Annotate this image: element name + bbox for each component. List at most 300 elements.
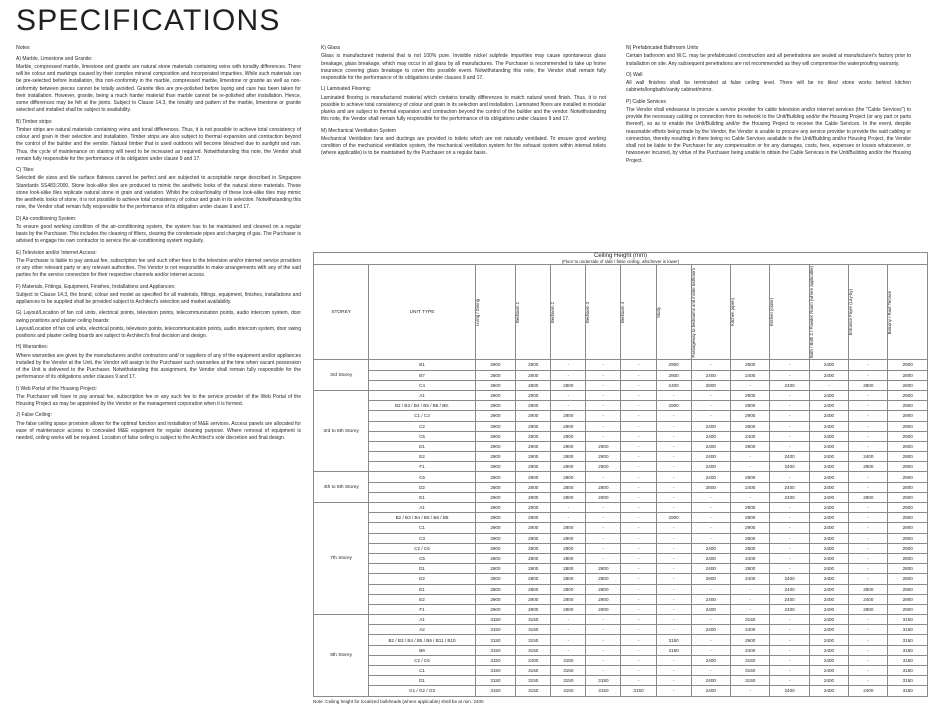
ceiling-height-cell: 2400 (809, 604, 848, 614)
table-row (314, 421, 928, 431)
ceiling-height-cell: 2400 (770, 492, 809, 502)
ceiling-height-cell: - (849, 401, 888, 411)
note-section: I) Web Portal of the Housing Project: The Purchaser will have to pay annual fee, subscription fee or any such fee to the service provider of the Web Portal of the Housing Project as may be appointed by the Vendor or the management corporation when it is formed. (16, 385, 301, 408)
ceiling-height-cell: - (586, 370, 621, 380)
unit-type-cell: F1 (369, 462, 475, 472)
ceiling-height-cell: 2400 (809, 533, 848, 543)
ceiling-height-cell: 3150 (475, 686, 515, 696)
ceiling-height-cell: - (770, 666, 809, 676)
ceiling-height-cell: 2900 (475, 492, 515, 502)
ceiling-height-cell: 2900 (516, 513, 551, 523)
ceiling-height-cell: 2900 (516, 431, 551, 441)
unit-type-cell: C1 (369, 666, 475, 676)
ceiling-height-cell: - (691, 401, 730, 411)
storey-cell: 8th Storey (314, 615, 369, 697)
ceiling-height-cell: 2900 (586, 462, 621, 472)
header-col-label: Bedroom 3 (585, 301, 591, 323)
header-col-label: Study (655, 306, 661, 318)
table-row (314, 676, 928, 686)
ceiling-height-cell: 2900 (475, 594, 515, 604)
ceiling-height-cell: - (621, 390, 656, 400)
ceiling-height-cell: - (656, 564, 691, 574)
ceiling-height-cell: 2400 (691, 625, 730, 635)
ceiling-height-cell: 2400 (809, 360, 848, 370)
table-row (314, 523, 928, 533)
ceiling-height-cell: - (621, 472, 656, 482)
ceiling-height-cell: 2800 (475, 584, 515, 594)
ceiling-height-cell: 2400 (691, 676, 730, 686)
table-row (314, 625, 928, 635)
ceiling-height-cell: 2900 (551, 452, 586, 462)
ceiling-height-cell: 2900 (731, 472, 770, 482)
ceiling-height-cell: - (849, 370, 888, 380)
ceiling-height-cell: - (586, 625, 621, 635)
ceiling-height-cell: - (586, 615, 621, 625)
ceiling-height-cell: - (770, 421, 809, 431)
ceiling-height-cell: 2400 (731, 370, 770, 380)
table-row (314, 503, 928, 513)
ceiling-height-cell: - (586, 360, 621, 370)
unit-type-cell: C6 (369, 472, 475, 482)
ceiling-height-cell: 2400 (849, 686, 888, 696)
ceiling-height-cell: 2400 (731, 482, 770, 492)
ceiling-height-cell: - (621, 411, 656, 421)
ceiling-height-cell: 2900 (516, 441, 551, 451)
ceiling-height-cell: 2900 (888, 594, 928, 604)
table-row (314, 604, 928, 614)
ceiling-height-cell: 2400 (691, 421, 730, 431)
ceiling-height-cell: 2900 (475, 421, 515, 431)
ceiling-height-cell: - (770, 411, 809, 421)
ceiling-height-cell: 3150 (731, 676, 770, 686)
table-header-row (314, 265, 928, 360)
ceiling-height-cell: - (656, 482, 691, 492)
ceiling-height-cell: 2900 (516, 533, 551, 543)
ceiling-height-cell: 2400 (809, 635, 848, 645)
ceiling-height-cell: 2900 (849, 604, 888, 614)
ceiling-height-cell: - (731, 462, 770, 472)
ceiling-height-cell: 2400 (809, 625, 848, 635)
table-row (314, 472, 928, 482)
unit-type-cell: B9 (369, 645, 475, 655)
ceiling-height-cell: 2900 (888, 441, 928, 451)
ceiling-height-cell: 2400 (691, 553, 730, 563)
table-row (314, 615, 928, 625)
ceiling-height-cell: - (656, 533, 691, 543)
table-row (314, 452, 928, 462)
ceiling-height-cell: - (849, 615, 888, 625)
ceiling-height-cell: 3150 (731, 666, 770, 676)
table-row (314, 380, 928, 390)
ceiling-height-cell: 2800 (516, 380, 551, 390)
ceiling-height-cell: - (621, 553, 656, 563)
ceiling-height-cell: 2400 (691, 431, 730, 441)
ceiling-height-cell: - (849, 472, 888, 482)
ceiling-height-cell: - (621, 441, 656, 451)
ceiling-height-cell: - (621, 503, 656, 513)
table-row (314, 411, 928, 421)
ceiling-height-cell: 2400 (770, 462, 809, 472)
ceiling-height-cell: 2800 (551, 553, 586, 563)
unit-type-cell: F1 (369, 604, 475, 614)
ceiling-height-cell: 2400 (691, 452, 730, 462)
ceiling-height-cell: 2900 (731, 401, 770, 411)
ceiling-height-cell: - (691, 360, 730, 370)
ceiling-height-cell: 2900 (516, 360, 551, 370)
table-row (314, 686, 928, 696)
header-col-label: Bedroom 2 (550, 301, 556, 323)
ceiling-height-cell: 2900 (888, 584, 928, 594)
ceiling-height-cell: 2900 (656, 360, 691, 370)
ceiling-height-cell: - (586, 503, 621, 513)
ceiling-height-cell: 2900 (586, 604, 621, 614)
ceiling-height-cell: - (770, 564, 809, 574)
ceiling-height-cell: 2900 (475, 401, 515, 411)
ceiling-height-cell: 2800 (586, 574, 621, 584)
ceiling-height-cell: - (770, 441, 809, 451)
ceiling-height-cell: - (656, 584, 691, 594)
ceiling-height-cell: - (770, 533, 809, 543)
unit-type-cell: B2 / B3 / B4 / B5 / B6 / B8. (369, 401, 475, 411)
ceiling-height-cell: - (691, 635, 730, 645)
ceiling-height-cell: 2400 (809, 482, 848, 492)
note-section: E) Television and/or Internet Access: The Purchaser is liable to pay annual fee, subscription fee and such other fees to the television and/or internet service providers or any other relevant party or any relevant authorities. The Vendor is not responsible to make arrangements with any of the said parties for the service connection for their respective channels and/or internet access. (16, 249, 301, 279)
ceiling-height-cell: 2900 (551, 492, 586, 502)
ceiling-height-cell: 2800 (888, 482, 928, 492)
ceiling-height-cell: - (656, 411, 691, 421)
note-section: J) False Ceiling: The false ceiling space provision allows for the optimal function and installation of M&E services. Access panels are allocated for ease of maintenance access to concealed M&E equipment for regular cleaning purpose. Where removal of equipment is needed, ceiling works will be required. Location of false ceiling is subject to the Architect's sole discretion and final design. (16, 412, 301, 442)
header-col-label: Passageway to bedrooms and inside bathroom (690, 267, 696, 358)
ceiling-height-cell: - (849, 655, 888, 665)
ceiling-height-cell: - (691, 503, 730, 513)
table-row (314, 574, 928, 584)
ceiling-height-cell: - (586, 543, 621, 553)
table-subtitle: (Floor to underside of slab / false ceiling, whichever is lower) (561, 258, 680, 264)
ceiling-height-cell: - (621, 462, 656, 472)
ceiling-height-cell: 2900 (888, 462, 928, 472)
ceiling-height-cell: - (586, 666, 621, 676)
ceiling-height-cell: 2800 (475, 553, 515, 563)
ceiling-height-cell: - (621, 666, 656, 676)
ceiling-height-cell: - (621, 360, 656, 370)
unit-type-cell: E1 (369, 492, 475, 502)
table-row (314, 543, 928, 553)
ceiling-height-cell: - (691, 492, 730, 502)
ceiling-height-cell: 3150 (888, 666, 928, 676)
ceiling-height-cell: 3150 (731, 615, 770, 625)
ceiling-height-cell: - (849, 533, 888, 543)
ceiling-height-cell: 2400 (809, 513, 848, 523)
ceiling-height-cell: 2400 (516, 655, 551, 665)
ceiling-height-cell: 2900 (516, 421, 551, 431)
unit-type-cell: B1 (369, 360, 475, 370)
ceiling-height-cell: - (656, 666, 691, 676)
unit-type-cell: D2 (369, 574, 475, 584)
ceiling-height-cell: 3150 (516, 676, 551, 686)
ceiling-height-cell: 3150 (516, 645, 551, 655)
note-section: B) Timber strips: Timber strips are natural materials containing veins and tonal differences. Thus, it is not possible to achieve total consistency of colour and grain in their selection and installation. Timber strips are also subject to thermal expansion and contraction beyond the control of the builder and the vendor. Natural timber that is used outdoors will become bleached due to sunlight and rain. Thus, the cycle of maintenance on staining will need to be increased as required. Notwithstanding this note, the Vendor shall remain fully responsible for the performance of its obligation under clause 9 and 17. (16, 118, 301, 162)
ceiling-height-cell: 2900 (731, 635, 770, 645)
ceiling-height-cell: 2900 (475, 523, 515, 533)
ceiling-height-cell: 2400 (770, 380, 809, 390)
table-row (314, 360, 928, 370)
ceiling-height-cell: 2800 (516, 553, 551, 563)
ceiling-height-cell: 2900 (731, 360, 770, 370)
ceiling-height-cell: 2900 (888, 411, 928, 421)
ceiling-height-cell: - (621, 523, 656, 533)
unit-type-cell: A1 (369, 390, 475, 400)
note-section: F) Materials, Fittings, Equipment, Finishes, Installations and Appliances: Subject to Clause 14.3, the brand, colour and model as specified for all materials, fittings, equipment, finishes, installations and appliances to be supplied shall be provided subject to Architect's selection and market availability. (16, 283, 301, 306)
ceiling-height-cell: 2900 (516, 401, 551, 411)
unit-type-cell: E2 (369, 594, 475, 604)
ceiling-height-cell: - (621, 676, 656, 686)
header-col-10 (849, 265, 888, 360)
ceiling-height-cell: 2900 (551, 523, 586, 533)
ceiling-height-cell: 2400 (809, 472, 848, 482)
ceiling-height-cell: 2900 (888, 604, 928, 614)
unit-type-cell: G1 / G2 / G3 (369, 686, 475, 696)
ceiling-height-cell: - (621, 421, 656, 431)
unit-type-cell: C2 / C6 (369, 655, 475, 665)
header-col-7 (731, 265, 770, 360)
ceiling-height-cell: 2900 (586, 492, 621, 502)
ceiling-height-cell: - (586, 472, 621, 482)
ceiling-height-cell: - (621, 452, 656, 462)
ceiling-height-cell: - (731, 380, 770, 390)
unit-type-cell: C1 (369, 523, 475, 533)
storey-cell: 3rd Storey (314, 360, 369, 391)
ceiling-height-cell: 2900 (888, 431, 928, 441)
table-row (314, 584, 928, 594)
ceiling-height-cell: 2400 (849, 452, 888, 462)
ceiling-height-cell: - (621, 492, 656, 502)
ceiling-height-cell: - (656, 441, 691, 451)
ceiling-height-cell: - (586, 635, 621, 645)
ceiling-height-cell: 2800 (691, 380, 730, 390)
ceiling-height-cell: 2800 (656, 370, 691, 380)
ceiling-height-cell: 2900 (731, 543, 770, 553)
ceiling-height-cell: 2900 (731, 390, 770, 400)
ceiling-height-cell: - (621, 543, 656, 553)
unit-type-cell: C2 (369, 421, 475, 431)
ceiling-height-cell: 2400 (809, 452, 848, 462)
ceiling-height-cell: 2400 (691, 594, 730, 604)
ceiling-height-cell: - (770, 635, 809, 645)
ceiling-height-cell: 2400 (809, 462, 848, 472)
note-section: D) Air-conditioning System: To ensure good working condition of the air-conditioning system, the system has to be maintained and cleaned on a regular basis by the Purchaser. This includes the cleaning of filters, clearing the condensate pipes and charging of gas. The Purchaser is advised to engage his own contractor to service the air-conditioning system regularly. (16, 215, 301, 245)
ceiling-height-cell: - (621, 635, 656, 645)
ceiling-height-cell: - (621, 380, 656, 390)
ceiling-height-cell: 2400 (809, 553, 848, 563)
ceiling-height-cell: 2400 (731, 574, 770, 584)
ceiling-height-cell: 3150 (656, 645, 691, 655)
ceiling-height-cell: - (691, 584, 730, 594)
header-col-label: Living / Dining (474, 298, 480, 326)
note-section: H) Warranties: Where warranties are given by the manufacturers and/or contractors and/ or suppliers of any of the equipment and/or appliances installed by the Vendor at the Unit, the Vendor will assign to the Purchaser such warranties at the time when vacant possession of the Unit is delivered to the Purchaser. Notwithstanding this assignment, the Vendor shall remain fully responsible for the performance of its obligations under clauses 9 and 17. (16, 344, 301, 381)
ceiling-height-cell: - (586, 401, 621, 411)
ceiling-height-cell: 3150 (621, 686, 656, 696)
ceiling-height-cell: 2800 (551, 380, 586, 390)
ceiling-height-cell: 3150 (475, 676, 515, 686)
page-title: SPECIFICATIONS (16, 4, 281, 37)
ceiling-height-cell: 2400 (809, 543, 848, 553)
ceiling-height-cell: 2900 (551, 472, 586, 482)
ceiling-height-cell: - (849, 645, 888, 655)
ceiling-height-cell: 2800 (475, 564, 515, 574)
note-section: M) Mechanical Ventilation System Mechanical Ventilation fans and ductings are provided to toilets which are not naturally ventilated. To ensure good working condition of the mechanical ventilation system, the mechanical ventilation system for the exhaust system within internal toilets (where applicable) is to be maintained by the Purchaser on a regular basis. (321, 127, 606, 157)
unit-type-cell: D2 (369, 482, 475, 492)
ceiling-height-cell: 2400 (809, 594, 848, 604)
ceiling-height-cell: - (551, 625, 586, 635)
ceiling-height-cell: 2900 (475, 441, 515, 451)
ceiling-height-cell: 2800 (516, 584, 551, 594)
ceiling-height-cell: 2400 (731, 645, 770, 655)
ceiling-height-cell: 2900 (475, 462, 515, 472)
table-row (314, 594, 928, 604)
ceiling-height-cell: - (586, 655, 621, 665)
ceiling-height-cell: 3150 (551, 686, 586, 696)
ceiling-height-cell: 3150 (475, 666, 515, 676)
header-col-label: Entrance Foyer (Lay-by) (848, 289, 854, 336)
ceiling-height-cell: - (621, 615, 656, 625)
header-col-1 (516, 265, 551, 360)
ceiling-height-cell: 2900 (888, 533, 928, 543)
ceiling-height-cell: - (656, 676, 691, 686)
ceiling-height-cell: 2900 (516, 390, 551, 400)
ceiling-height-cell: - (551, 360, 586, 370)
ceiling-height-cell: - (770, 523, 809, 533)
note-section: A) Marble, Limestone and Granite: Marble, compressed marble, limestone and granite are natural stone materials containing veins with tonality differences. There will be colour and markings caused by their complex mineral composition and incorporated impurities. While such materials can be pre-selected before installation, this non-conformity in the marble, compressed marble, limestone or granite as well as non-uniformity between pieces cannot be totally avoided. Granite tiles are pre-polished before laying and care has been taken for their installation. However, granite, being a much harder material than marble cannot be re-polished after installation. Hence, some differences may be felt at the joints. Subject to Clause 14.3, the tonality and pattern of the marble, limestone or granite selected and installed shall be subject to availability. (16, 55, 301, 114)
ceiling-height-cell: 2800 (849, 584, 888, 594)
ceiling-height-cell: 2900 (475, 431, 515, 441)
header-col-11 (888, 265, 928, 360)
ceiling-height-cell: - (849, 543, 888, 553)
header-col-label: Bath / Bath 2 / Powder Room (where applicable) (808, 266, 814, 359)
ceiling-height-cell: - (551, 645, 586, 655)
ceiling-height-cell: 2400 (809, 574, 848, 584)
table-row (314, 390, 928, 400)
ceiling-height-cell: 2900 (551, 462, 586, 472)
ceiling-height-cell: - (731, 584, 770, 594)
unit-type-cell: C5 (369, 553, 475, 563)
ceiling-height-cell: - (656, 594, 691, 604)
ceiling-height-cell: 3150 (551, 655, 586, 665)
ceiling-height-cell: - (586, 533, 621, 543)
ceiling-height-cell: - (770, 543, 809, 553)
ceiling-height-cell: - (656, 431, 691, 441)
ceiling-height-cell: 2900 (475, 503, 515, 513)
ceiling-height-cell: 3150 (475, 645, 515, 655)
ceiling-height-cell: - (849, 513, 888, 523)
ceiling-height-cell: 2900 (888, 513, 928, 523)
ceiling-height-cell: - (770, 370, 809, 380)
ceiling-height-cell: - (849, 441, 888, 451)
ceiling-height-cell: - (586, 645, 621, 655)
ceiling-height-cell: - (586, 523, 621, 533)
ceiling-height-cell: - (656, 492, 691, 502)
ceiling-height-cell: 2400 (691, 441, 730, 451)
ceiling-height-cell: - (731, 604, 770, 614)
ceiling-height-cell: 2400 (656, 380, 691, 390)
ceiling-height-cell: 3150 (888, 686, 928, 696)
ceiling-height-cell: - (621, 533, 656, 543)
ceiling-height-cell: 2900 (516, 462, 551, 472)
ceiling-height-cell: 3150 (516, 635, 551, 645)
ceiling-height-cell: 2400 (770, 584, 809, 594)
ceiling-height-cell: 3150 (888, 615, 928, 625)
header-storey: STOREY (314, 265, 369, 360)
ceiling-height-cell: - (656, 604, 691, 614)
ceiling-height-cell: - (770, 431, 809, 441)
ceiling-height-cell: 2800 (516, 482, 551, 492)
ceiling-height-cell: - (731, 594, 770, 604)
ceiling-height-cell: 2900 (888, 401, 928, 411)
ceiling-height-cell: - (770, 360, 809, 370)
ceiling-height-cell: - (656, 625, 691, 635)
header-col-label: Balcony / Roof Terrace (887, 290, 893, 335)
ceiling-height-cell: 2900 (888, 523, 928, 533)
ceiling-height-cell: - (770, 625, 809, 635)
ceiling-height-cell: 2400 (770, 574, 809, 584)
ceiling-height-cell: - (849, 421, 888, 431)
ceiling-height-cell: 3150 (475, 615, 515, 625)
unit-type-cell: D1 (369, 441, 475, 451)
header-col-3 (586, 265, 621, 360)
table-row (314, 533, 928, 543)
ceiling-height-cell: - (551, 390, 586, 400)
ceiling-height-cell: - (551, 615, 586, 625)
note-section: K) Glass Glass is manufactured material that is not 100% pure. Invisible nickel sulphide impurities may cause spontaneous glass breakage, glass breakage, which may occur in all glass by all manufactures. The Purchaser is recommended to take up home insurance covering glass breakage to cover this possible event. Notwithstanding this note, the Vendor shall remain fully responsible for the performance of its obligations under clauses 9 and 17. (321, 45, 606, 81)
ceiling-height-cell: 2900 (516, 543, 551, 553)
ceiling-height-cell: - (621, 564, 656, 574)
ceiling-height-cell: 2400 (849, 594, 888, 604)
ceiling-height-cell: 2900 (849, 462, 888, 472)
ceiling-height-cell: 2800 (731, 564, 770, 574)
ceiling-height-cell: 2900 (888, 360, 928, 370)
header-col-0 (475, 265, 515, 360)
ceiling-height-cell: 2400 (691, 686, 730, 696)
ceiling-height-cell: 2900 (475, 472, 515, 482)
ceiling-height-cell: - (849, 411, 888, 421)
notes-column-3 (626, 45, 911, 169)
ceiling-height-cell: - (551, 513, 586, 523)
ceiling-height-cell: 2800 (551, 564, 586, 574)
ceiling-height-cell: 3150 (475, 635, 515, 645)
unit-type-cell: A1 (369, 615, 475, 625)
ceiling-height-cell: - (551, 401, 586, 411)
table-row (314, 655, 928, 665)
ceiling-height-cell: 2400 (691, 472, 730, 482)
ceiling-height-cell: 2900 (475, 452, 515, 462)
ceiling-height-cell: - (849, 523, 888, 533)
ceiling-height-cell: - (551, 370, 586, 380)
ceiling-height-cell: 2900 (475, 390, 515, 400)
ceiling-height-cell: 2400 (809, 401, 848, 411)
table-row (314, 513, 928, 523)
unit-type-cell: D1 (369, 564, 475, 574)
ceiling-height-cell: 3150 (551, 666, 586, 676)
ceiling-height-cell: 3150 (551, 676, 586, 686)
ceiling-height-cell: 2800 (586, 482, 621, 492)
ceiling-height-table (313, 252, 928, 697)
ceiling-height-cell: 3150 (516, 615, 551, 625)
ceiling-height-cell: - (770, 513, 809, 523)
ceiling-height-cell: - (770, 401, 809, 411)
ceiling-height-cell: 2900 (516, 472, 551, 482)
ceiling-height-cell: 2800 (475, 574, 515, 584)
ceiling-height-cell: - (656, 503, 691, 513)
ceiling-height-cell: 2400 (731, 431, 770, 441)
